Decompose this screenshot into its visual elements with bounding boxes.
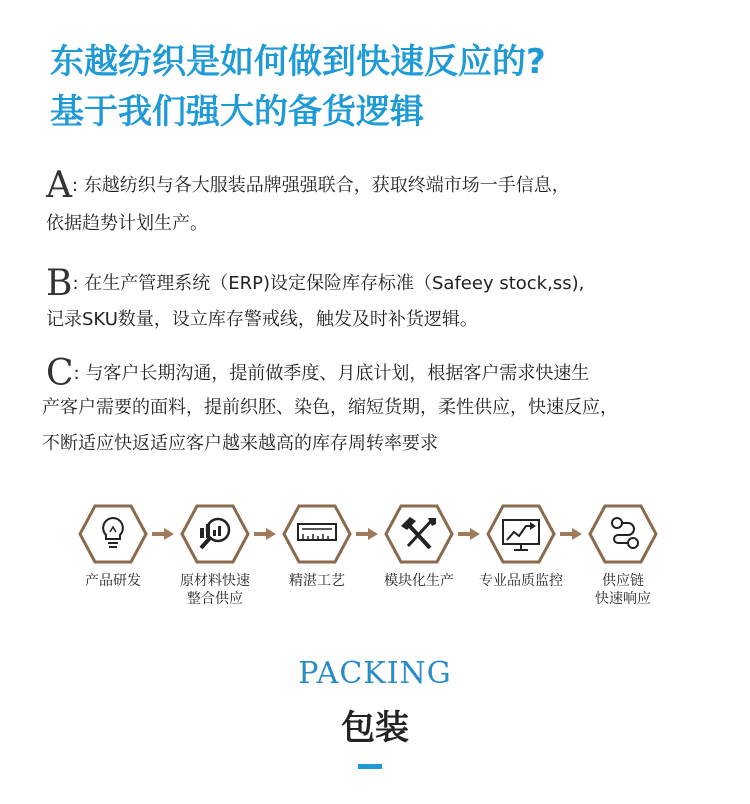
section-text: 记录SKU数量，设立库存警戒线，触发及时补货逻辑。 (46, 309, 478, 330)
section-text: 依据趋势计划生产。 (46, 213, 208, 234)
section-letter: C (46, 353, 74, 394)
process-flow (0, 500, 750, 620)
process-step-label: 原材料快速 整合供应 (180, 573, 250, 607)
process-step (267, 500, 367, 620)
packing-heading-cn: 包装 (341, 708, 409, 748)
process-step (369, 500, 469, 620)
headline-line-1: 东越纺织是如何做到快速反应的? (50, 42, 546, 82)
hammer-wrench-icon (384, 504, 454, 564)
process-step-label: 精湛工艺 (289, 573, 345, 589)
process-step-label: 供应链 快速响应 (595, 573, 651, 607)
section-letter: B (46, 263, 73, 304)
monitor-chart-icon (486, 504, 556, 564)
section-letter: A (46, 165, 72, 206)
accent-divider (358, 764, 382, 769)
section-text: : 与客户长期沟通，提前做季度、月底计划，根据客户需求快速生 (73, 363, 590, 384)
section-text: : 东越纺织与各大服装品牌强强联合，获取终端市场一手信息， (72, 175, 570, 196)
process-step-label: 模块化生产 (384, 573, 454, 589)
process-step (165, 500, 265, 620)
process-step (573, 500, 673, 620)
section-text: 不断适应快返适应客户越来越高的库存周转率要求 (42, 433, 438, 454)
process-step-label: 产品研发 (85, 573, 141, 589)
route-icon (588, 504, 658, 564)
process-step (63, 500, 163, 620)
magnifier-chart-icon (180, 504, 250, 564)
packing-heading-en: PACKING (298, 656, 452, 691)
section-text: 产客户需要的面料，提前织胚、染色，缩短货期，柔性供应，快速反应， (42, 397, 618, 418)
process-step (471, 500, 571, 620)
ruler-icon (282, 504, 352, 564)
process-step-label: 专业品质监控 (479, 573, 563, 589)
headline-line-2: 基于我们强大的备货逻辑 (50, 92, 424, 132)
lightbulb-icon (78, 504, 148, 564)
section-text: : 在生产管理系统（ERP)设定保险库存标准（Safeey stock,ss), (72, 273, 585, 294)
